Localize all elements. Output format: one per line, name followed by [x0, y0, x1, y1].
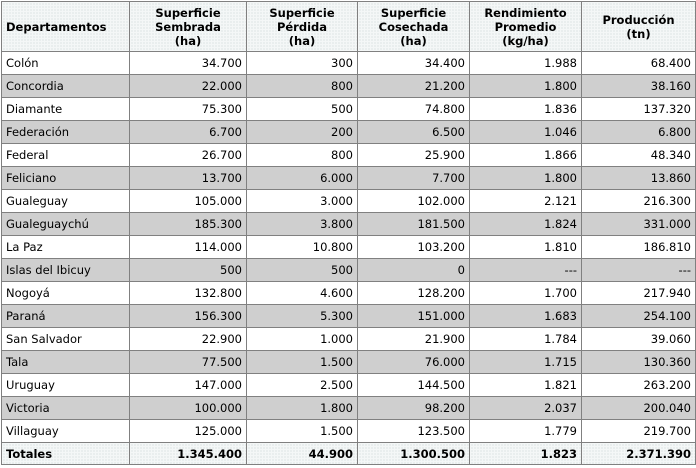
rendimiento-cell: 1.683 [470, 305, 582, 328]
departamento-cell: Concordia [2, 75, 130, 98]
superficie-cosechada-cell: 0 [358, 259, 470, 282]
totals-label: Totales [2, 443, 130, 465]
table-row [2, 351, 696, 374]
produccion-cell: 137.320 [582, 98, 696, 121]
produccion-cell: 13.860 [582, 167, 696, 190]
superficie-sembrada-cell: 100.000 [130, 397, 247, 420]
produccion-cell: 254.100 [582, 305, 696, 328]
total-rendimiento: 1.823 [470, 443, 582, 465]
rendimiento-cell: 1.988 [470, 52, 582, 75]
superficie-cosechada-cell: 103.200 [358, 236, 470, 259]
rendimiento-cell: 1.700 [470, 282, 582, 305]
departamento-cell: Nogoyá [2, 282, 130, 305]
table-row [2, 75, 696, 98]
departamento-cell: San Salvador [2, 328, 130, 351]
table-row [2, 282, 696, 305]
table-row [2, 144, 696, 167]
superficie-cosechada-cell: 25.900 [358, 144, 470, 167]
rendimiento-cell: 1.824 [470, 213, 582, 236]
superficie-perdida-cell: 800 [247, 75, 358, 98]
departamento-cell: Diamante [2, 98, 130, 121]
superficie-sembrada-cell: 6.700 [130, 121, 247, 144]
rendimiento-cell: 2.037 [470, 397, 582, 420]
table-row [2, 167, 696, 190]
header-superficie-perdida: Superficie Pérdida (ha) [247, 2, 358, 52]
superficie-cosechada-cell: 7.700 [358, 167, 470, 190]
superficie-perdida-cell: 4.600 [247, 282, 358, 305]
rendimiento-cell: 1.784 [470, 328, 582, 351]
rendimiento-cell: 1.800 [470, 75, 582, 98]
superficie-sembrada-cell: 13.700 [130, 167, 247, 190]
superficie-sembrada-cell: 77.500 [130, 351, 247, 374]
departamento-cell: Gualeguaychú [2, 213, 130, 236]
superficie-sembrada-cell: 185.300 [130, 213, 247, 236]
superficie-perdida-cell: 500 [247, 98, 358, 121]
superficie-cosechada-cell: 128.200 [358, 282, 470, 305]
table-row [2, 397, 696, 420]
produccion-cell: 200.040 [582, 397, 696, 420]
superficie-sembrada-cell: 147.000 [130, 374, 247, 397]
superficie-cosechada-cell: 98.200 [358, 397, 470, 420]
superficie-perdida-cell: 3.000 [247, 190, 358, 213]
table-body [2, 52, 696, 465]
departamento-cell: Tala [2, 351, 130, 374]
rendimiento-cell: 1.715 [470, 351, 582, 374]
table-row [2, 305, 696, 328]
produccion-cell: 68.400 [582, 52, 696, 75]
rendimiento-cell: 1.821 [470, 374, 582, 397]
superficie-sembrada-cell: 34.700 [130, 52, 247, 75]
superficie-perdida-cell: 1.500 [247, 420, 358, 443]
rendimiento-cell: 1.046 [470, 121, 582, 144]
superficie-cosechada-cell: 34.400 [358, 52, 470, 75]
superficie-sembrada-cell: 500 [130, 259, 247, 282]
header-row [2, 2, 696, 52]
superficie-cosechada-cell: 123.500 [358, 420, 470, 443]
table-row [2, 190, 696, 213]
superficie-sembrada-cell: 26.700 [130, 144, 247, 167]
table-row [2, 374, 696, 397]
produccion-cell: 219.700 [582, 420, 696, 443]
superficie-perdida-cell: 1.000 [247, 328, 358, 351]
superficie-cosechada-cell: 6.500 [358, 121, 470, 144]
produccion-cell: 130.360 [582, 351, 696, 374]
departamento-cell: Uruguay [2, 374, 130, 397]
superficie-perdida-cell: 1.800 [247, 397, 358, 420]
header-superficie-cosechada: Superficie Cosechada (ha) [358, 2, 470, 52]
superficie-sembrada-cell: 22.900 [130, 328, 247, 351]
produccion-cell: 186.810 [582, 236, 696, 259]
produccion-cell: 38.160 [582, 75, 696, 98]
superficie-cosechada-cell: 21.900 [358, 328, 470, 351]
departamento-cell: Federal [2, 144, 130, 167]
departamento-cell: Gualeguay [2, 190, 130, 213]
produccion-cell: 48.340 [582, 144, 696, 167]
rendimiento-cell: 1.779 [470, 420, 582, 443]
superficie-cosechada-cell: 74.800 [358, 98, 470, 121]
produccion-cell: --- [582, 259, 696, 282]
produccion-cell: 263.200 [582, 374, 696, 397]
table-row [2, 420, 696, 443]
table-row [2, 52, 696, 75]
superficie-cosechada-cell: 144.500 [358, 374, 470, 397]
departamento-cell: Paraná [2, 305, 130, 328]
superficie-sembrada-cell: 125.000 [130, 420, 247, 443]
superficie-sembrada-cell: 105.000 [130, 190, 247, 213]
superficie-perdida-cell: 3.800 [247, 213, 358, 236]
superficie-perdida-cell: 200 [247, 121, 358, 144]
superficie-sembrada-cell: 22.000 [130, 75, 247, 98]
superficie-sembrada-cell: 114.000 [130, 236, 247, 259]
total-produccion: 2.371.390 [582, 443, 696, 465]
departamento-cell: Feliciano [2, 167, 130, 190]
superficie-perdida-cell: 2.500 [247, 374, 358, 397]
table-row [2, 121, 696, 144]
header-departamentos: Departamentos [2, 2, 130, 52]
superficie-perdida-cell: 1.500 [247, 351, 358, 374]
rendimiento-cell: 2.121 [470, 190, 582, 213]
production-table [1, 1, 696, 465]
rendimiento-cell: 1.810 [470, 236, 582, 259]
produccion-cell: 216.300 [582, 190, 696, 213]
departamento-cell: Islas del Ibicuy [2, 259, 130, 282]
superficie-sembrada-cell: 132.800 [130, 282, 247, 305]
rendimiento-cell: 1.800 [470, 167, 582, 190]
departamento-cell: Victoria [2, 397, 130, 420]
rendimiento-cell: 1.866 [470, 144, 582, 167]
superficie-perdida-cell: 300 [247, 52, 358, 75]
header-rendimiento-promedio: Rendimiento Promedio (kg/ha) [470, 2, 582, 52]
produccion-cell: 217.940 [582, 282, 696, 305]
superficie-cosechada-cell: 76.000 [358, 351, 470, 374]
table-row [2, 259, 696, 282]
superficie-perdida-cell: 6.000 [247, 167, 358, 190]
departamento-cell: Colón [2, 52, 130, 75]
departamento-cell: Villaguay [2, 420, 130, 443]
superficie-sembrada-cell: 156.300 [130, 305, 247, 328]
superficie-perdida-cell: 10.800 [247, 236, 358, 259]
table-row [2, 213, 696, 236]
superficie-perdida-cell: 800 [247, 144, 358, 167]
superficie-cosechada-cell: 102.000 [358, 190, 470, 213]
produccion-cell: 39.060 [582, 328, 696, 351]
rendimiento-cell: --- [470, 259, 582, 282]
departamento-cell: Federación [2, 121, 130, 144]
rendimiento-cell: 1.836 [470, 98, 582, 121]
superficie-cosechada-cell: 151.000 [358, 305, 470, 328]
totals-row [2, 443, 696, 465]
total-superficie-perdida: 44.900 [247, 443, 358, 465]
total-superficie-cosechada: 1.300.500 [358, 443, 470, 465]
superficie-perdida-cell: 500 [247, 259, 358, 282]
table-row [2, 236, 696, 259]
departamento-cell: La Paz [2, 236, 130, 259]
table-row [2, 328, 696, 351]
superficie-cosechada-cell: 181.500 [358, 213, 470, 236]
produccion-cell: 331.000 [582, 213, 696, 236]
total-superficie-sembrada: 1.345.400 [130, 443, 247, 465]
header-produccion: Producción (tn) [582, 2, 696, 52]
header-superficie-sembrada: Superficie Sembrada (ha) [130, 2, 247, 52]
table-row [2, 98, 696, 121]
superficie-cosechada-cell: 21.200 [358, 75, 470, 98]
superficie-perdida-cell: 5.300 [247, 305, 358, 328]
superficie-sembrada-cell: 75.300 [130, 98, 247, 121]
produccion-cell: 6.800 [582, 121, 696, 144]
